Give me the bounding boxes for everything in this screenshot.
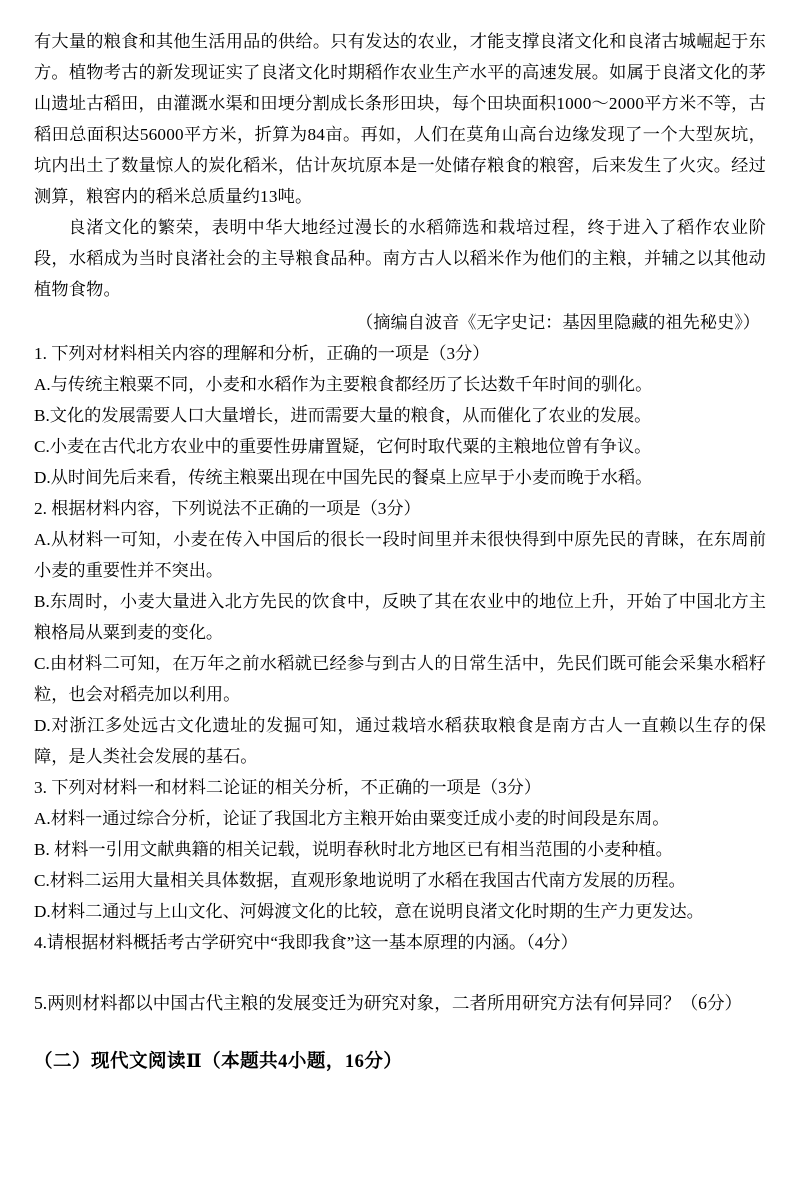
question-2-option-d: D.对浙江多处远古文化遗址的发掘可知，通过栽培水稻获取粮食是南方古人一直赖以生存的保障，是人类社会发展的基石。 — [34, 716, 766, 766]
question-2-stem: 2. 根据材料内容，下列说法不正确的一项是（3分） — [34, 499, 421, 518]
question-1-option-a: A.与传统主粮粟不同，小麦和水稻作为主要粮食都经历了长达数千年时间的驯化。 — [34, 375, 653, 394]
question-3-option-b: B. 材料一引用文献典籍的相关记载，说明春秋时北方地区已有相当范围的小麦种植。 — [34, 840, 673, 859]
question-1-option-d: D.从时间先后来看，传统主粮粟出现在中国先民的餐桌上应早于小麦而晚于水稻。 — [34, 468, 653, 487]
question-4-stem: 4.请根据材料概括考古学研究中“我即我食”这一基本原理的内涵。（4分） — [34, 933, 578, 952]
question-3-stem: 3. 下列对材料一和材料二论证的相关分析，不正确的一项是（3分） — [34, 778, 542, 797]
question-2-option-a: A.从材料一可知，小麦在传入中国后的很长一段时间里并未很快得到中原先民的青睐，在东周前小麦的重要性并不突出。 — [34, 530, 766, 580]
question-2-option-c: C.由材料二可知，在万年之前水稻就已经参与到古人的日常生活中，先民们既可能会采集水稻籽粒，也会对稻壳加以利用。 — [34, 654, 766, 704]
question-3-option-a: A.材料一通过综合分析，论证了我国北方主粮开始由粟变迁成小麦的时间段是东周。 — [34, 809, 670, 828]
question-3-option-c: C.材料二运用大量相关具体数据，直观形象地说明了水稻在我国古代南方发展的历程。 — [34, 871, 686, 890]
question-1-option-b: B.文化的发展需要人口大量增长，进而需要大量的粮食，从而催化了农业的发展。 — [34, 406, 652, 425]
question-3-option-d: D.材料二通过与上山文化、河姆渡文化的比较，意在说明良渚文化时期的生产力更发达。 — [34, 902, 704, 921]
passage-source-citation: （摘编自波音《无字史记：基因里隐藏的祖先秘史》） — [356, 313, 760, 332]
question-5-stem: 5.两则材料都以中国古代主粮的发展变迁为研究对象，二者所用研究方法有何异同？（6分） — [34, 993, 743, 1013]
spacer-before-section-heading — [34, 1019, 766, 1039]
section-heading: （二）现代文阅读Ⅱ（本题共4小题，16分） — [34, 1052, 403, 1072]
spacer-before-section-heading-2 — [34, 1039, 766, 1047]
passage-paragraph-1: 有大量的粮食和其他生活用品的供给。只有发达的农业，才能支撑良渚文化和良渚古城崛起于东方。植物考古的新发现证实了良渚文化时期稻作农业生产水平的高速发展。如属于良渚文化的茅山遗址古稻田，由灌溉水渠和田埂分割成长条形田块，每个田块面积1000～2000平方米不等，古稻田总面积达56000平方米，折算为84亩。再如，人们在莫角山高台边缘发现了一个大型灰坑，坑内出土了数量惊人的炭化稻米，估计灰坑原本是一处储存粮食的粮窖，后来发生了火灾。经过测算，粮窖内的稻米总质量约13吨。 — [34, 32, 766, 206]
question-1-option-c: C.小麦在古代北方农业中的重要性毋庸置疑，它何时取代粟的主粮地位曾有争议。 — [34, 437, 652, 456]
passage-paragraph-2: 良渚文化的繁荣，表明中华大地经过漫长的水稻筛选和栽培过程，终于进入了稻作农业阶段，水稻成为当时良渚社会的主导粮食品种。南方古人以稻米作为他们的主粮，并辅之以其他动植物食物。 — [34, 218, 766, 299]
spacer-before-question-5 — [34, 958, 766, 988]
question-1-stem: 1. 下列对材料相关内容的理解和分析，正确的一项是（3分） — [34, 344, 490, 363]
question-2-option-b: B.东周时，小麦大量进入北方先民的饮食中，反映了其在农业中的地位上升，开始了中国北方主粮格局从粟到麦的变化。 — [34, 592, 766, 642]
